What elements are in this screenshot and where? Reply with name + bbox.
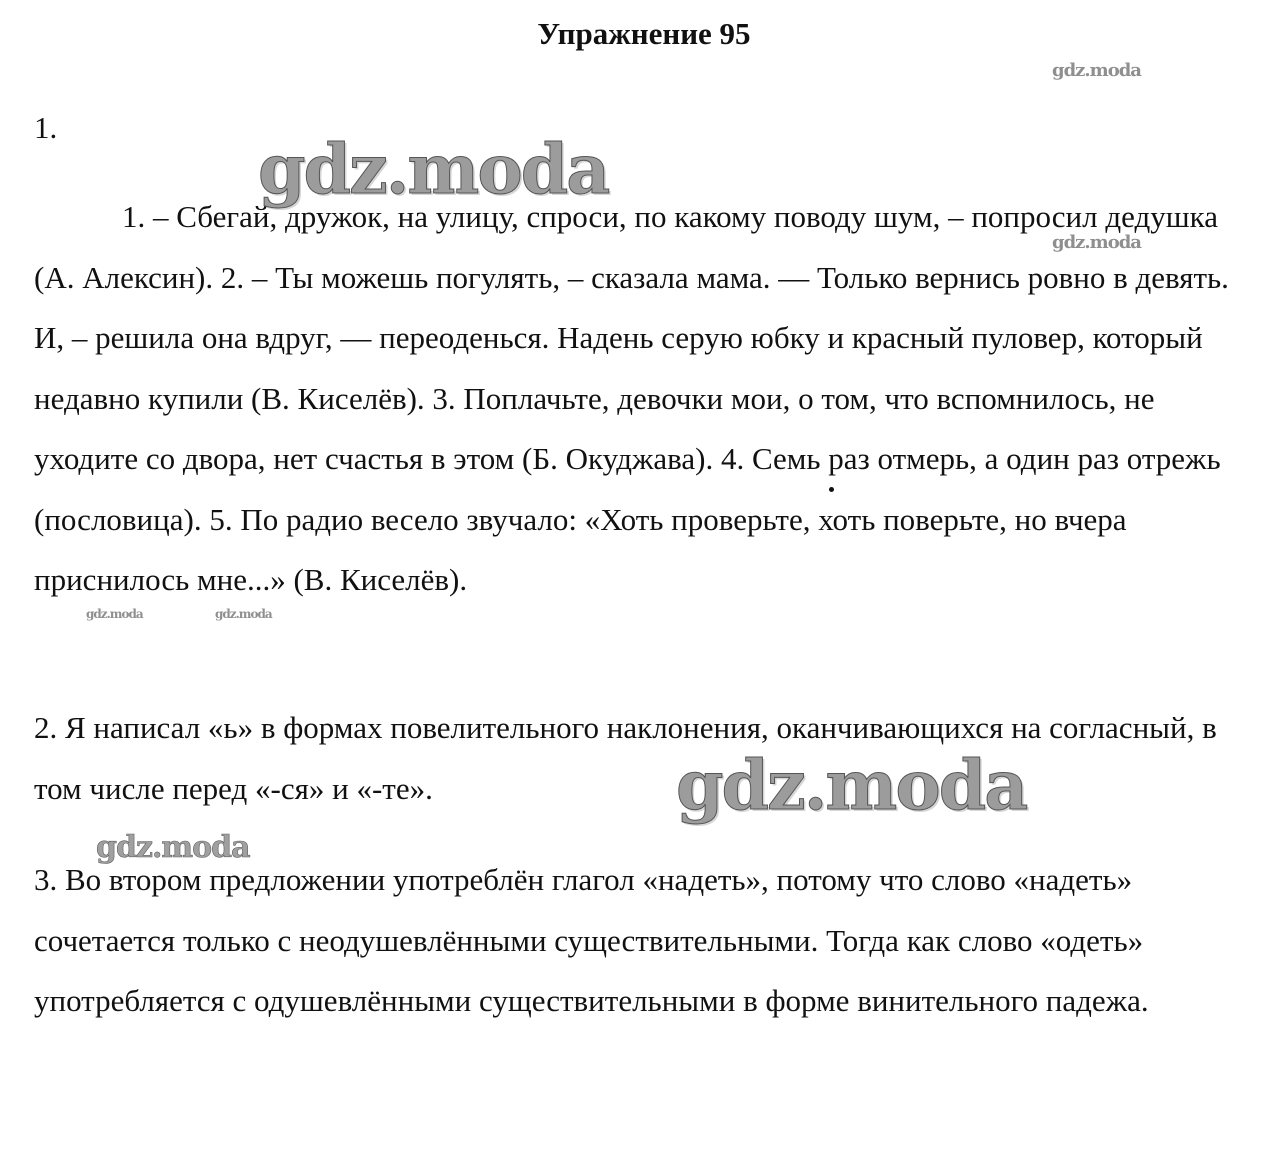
watermark-tiny-mid: gdz.moda	[215, 607, 272, 621]
answer-paragraph-1: 1. – Сбегай, дружок, на улицу, спроси, по какому поводу шум, – попросил дедушка (А. Алексин). 2. – Ты можешь погулять, – сказала мама. — Только вернись ровно в девять. И, – решила она вдруг, — переоденься. Надень серую юбку и красный пуловер, который недавно купили (В. Киселёв). 3. Поплачьте, девочки мои, о том, что вспомнилось, не уходите со двора, нет счастья в этом (Б. Окуджава). 4. Семь раз отмерь, а один раз отрежь (пословица). 5. По радио весело звучало: «Хоть проверьте, хоть поверьте, но вчера приснилось мне...» (В. Киселёв).	[34, 199, 1229, 597]
answer-paragraph-3: 3. Во втором предложении употреблён глагол «надеть», потому что слово «надеть» сочетается только с неодушевлёнными существительными. Тогда как слово «одеть» употребляется с одушевлёнными существительными в форме винительного падежа.	[34, 862, 1149, 1018]
answer-paragraph-2: 2. Я написал «ь» в формах повелительного наклонения, оканчивающихся на согласный, в том числе перед «-ся» и «-те».	[34, 710, 1217, 806]
section-number: 1.	[34, 110, 58, 145]
watermark-top-right: gdz.moda	[1052, 60, 1141, 81]
watermark-right-mid: gdz.moda	[1052, 232, 1141, 253]
watermark-medium-left: gdz.moda	[96, 830, 250, 865]
watermark-big-bottom: gdz.moda	[676, 746, 1027, 826]
watermark-big-top: gdz.moda	[258, 130, 609, 210]
stray-dot	[829, 487, 834, 492]
exercise-title: Упражнение 95	[537, 16, 751, 51]
watermark-tiny-left: gdz.moda	[86, 607, 143, 621]
